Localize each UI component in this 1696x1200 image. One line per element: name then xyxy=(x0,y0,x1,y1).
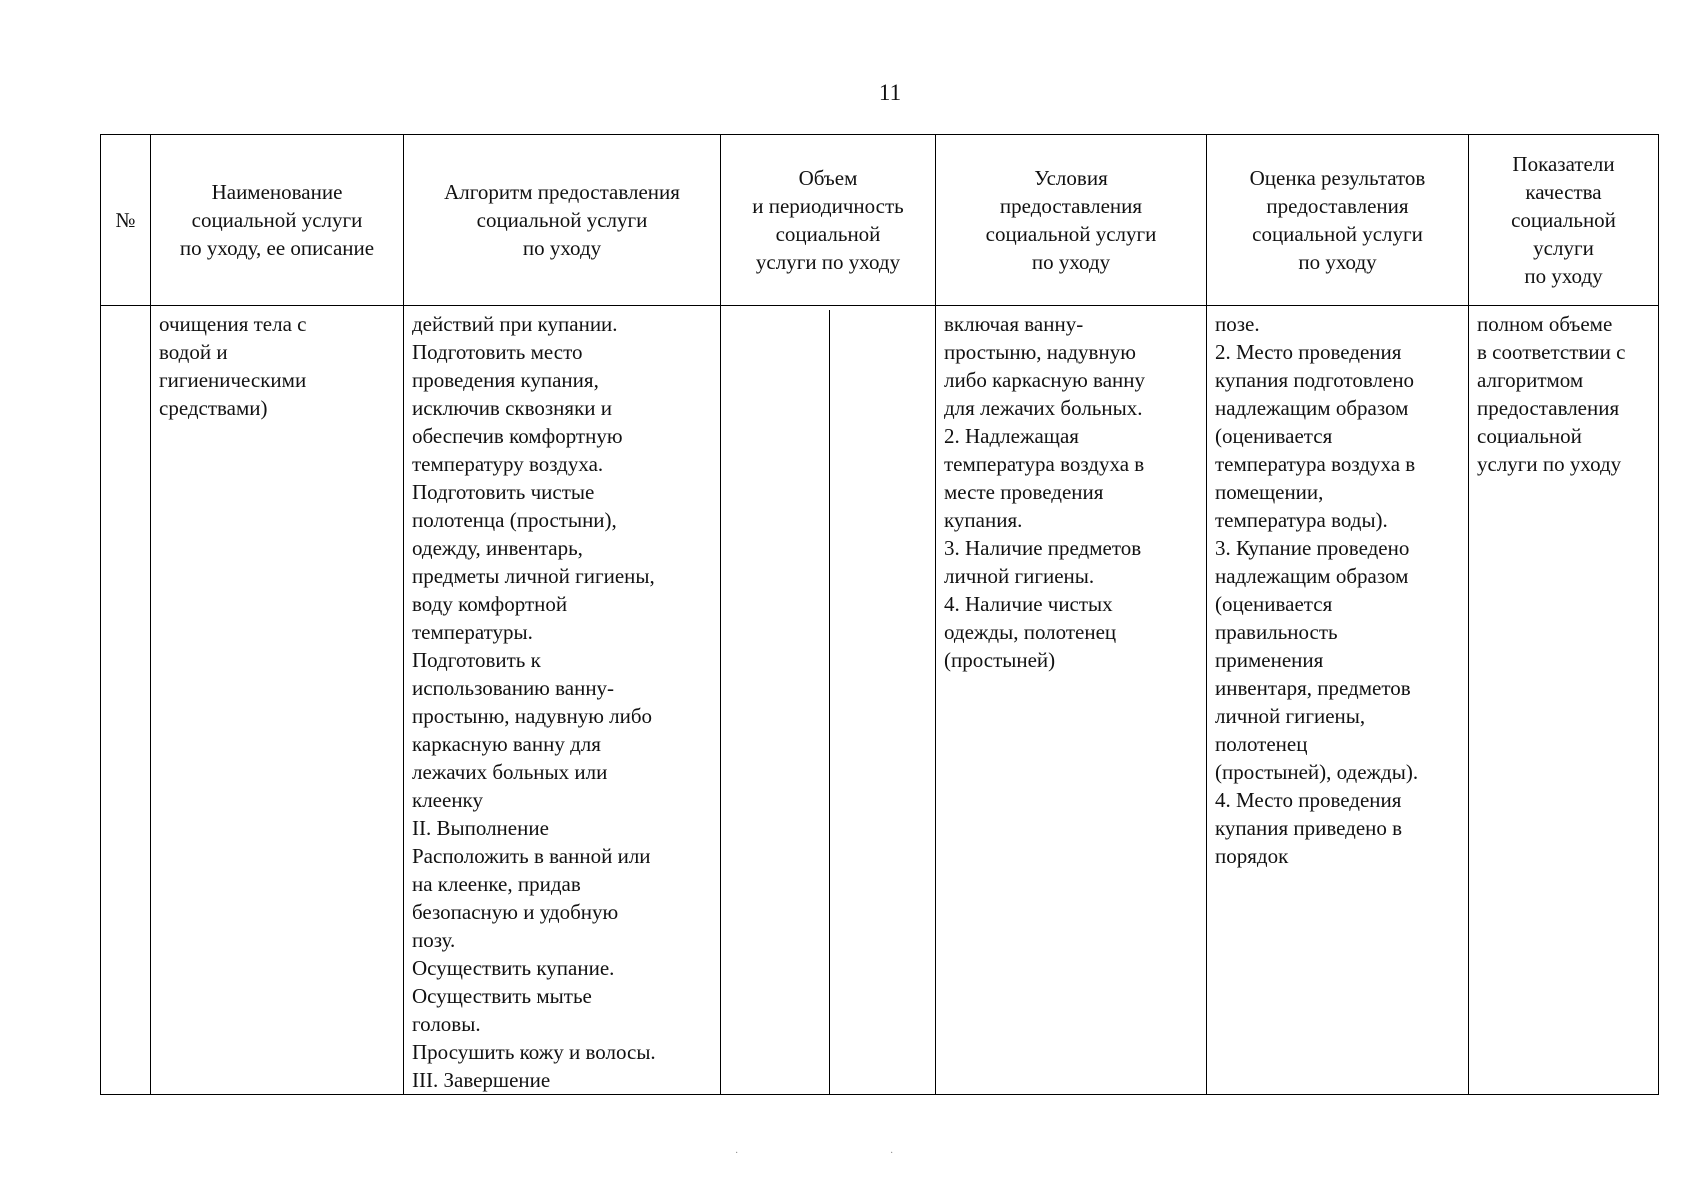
cell-evaluation xyxy=(1207,306,1469,1095)
text-line: клеенку xyxy=(412,788,483,812)
text-line: головы. xyxy=(412,1012,481,1036)
header-line: Условия xyxy=(1034,166,1108,190)
header-line: услуги xyxy=(1533,236,1594,260)
text-line: (оценивается xyxy=(1215,424,1333,448)
text-line: Осуществить мытье xyxy=(412,984,592,1008)
text-line: полотенец xyxy=(1215,732,1308,756)
text-line: водой и xyxy=(159,340,228,364)
text-line: одежды, полотенец xyxy=(944,620,1117,644)
header-line: и периодичность xyxy=(752,194,904,218)
text-line: личной гигиены. xyxy=(944,564,1095,588)
text-line: одежду, инвентарь, xyxy=(412,536,583,560)
text-line: средствами) xyxy=(159,396,268,420)
text-line: температуры. xyxy=(412,620,533,644)
header-service-name xyxy=(151,135,404,306)
text-line: на клеенке, придав xyxy=(412,872,581,896)
text-line: включая ванну- xyxy=(944,312,1084,336)
header-number xyxy=(101,135,151,306)
header-line: социальной услуги xyxy=(985,222,1157,246)
text-line: Осуществить купание. xyxy=(412,956,615,980)
header-line: по уходу xyxy=(1524,264,1603,288)
cell-service-name xyxy=(151,306,404,1095)
header-algorithm xyxy=(404,135,721,306)
text-line: (простыней) xyxy=(944,648,1056,672)
text-line: исключив сквозняки и xyxy=(412,396,613,420)
scan-speck: · xyxy=(735,1148,739,1159)
text-line: личной гигиены, xyxy=(1215,704,1366,728)
text-line: (простыней), одежды). xyxy=(1215,760,1419,784)
page-number: 11 xyxy=(878,80,902,105)
text-line: безопасную и удобную xyxy=(412,900,619,924)
cell-quality xyxy=(1469,306,1659,1095)
text-line: позу. xyxy=(412,928,456,952)
text-line: температура воды). xyxy=(1215,508,1388,532)
header-line: № xyxy=(115,208,136,232)
text-line: 3. Купание проведено xyxy=(1215,536,1410,560)
header-line: по уходу xyxy=(1298,250,1377,274)
text-line: купания подготовлено xyxy=(1215,368,1415,392)
cell-volume xyxy=(721,306,936,1095)
text-line: предметы личной гигиены, xyxy=(412,564,655,588)
text-line: температура воздуха в xyxy=(944,452,1145,476)
table-row xyxy=(101,306,1659,1095)
text-line: воду комфортной xyxy=(412,592,568,616)
text-line: III. Завершение xyxy=(412,1068,551,1092)
text-line: купания приведено в xyxy=(1215,816,1403,840)
header-evaluation xyxy=(1207,135,1469,306)
text-line: гигиеническими xyxy=(159,368,307,392)
text-line: позе. xyxy=(1215,312,1260,336)
header-line: предоставления xyxy=(1266,194,1409,218)
text-line: для лежачих больных. xyxy=(944,396,1143,420)
cell-number xyxy=(101,306,151,1095)
header-line: социальной услуги xyxy=(1252,222,1423,246)
header-line: социальной услуги xyxy=(476,208,648,232)
text-line: каркасную ванну для xyxy=(412,732,601,756)
header-line: качества xyxy=(1525,180,1602,204)
cell-conditions xyxy=(936,306,1207,1095)
text-line: II. Выполнение xyxy=(412,816,549,840)
text-line: полном объеме xyxy=(1477,312,1613,336)
header-conditions xyxy=(936,135,1207,306)
text-line: инвентаря, предметов xyxy=(1215,676,1411,700)
text-line: правильность xyxy=(1215,620,1338,644)
text-line: 3. Наличие предметов xyxy=(944,536,1142,560)
text-line: полотенца (простыни), xyxy=(412,508,617,532)
text-line: Просушить кожу и волосы. xyxy=(412,1040,656,1064)
header-line: социальной xyxy=(1511,208,1616,232)
text-line: температура воздуха в xyxy=(1215,452,1416,476)
text-line: простыню, надувную xyxy=(944,340,1136,364)
text-line: порядок xyxy=(1215,844,1289,868)
header-line: Наименование xyxy=(211,180,343,204)
text-line: применения xyxy=(1215,648,1324,672)
service-table xyxy=(100,134,1659,1095)
text-line: проведения купания, xyxy=(412,368,599,392)
header-quality xyxy=(1469,135,1659,306)
header-line: Алгоритм предоставления xyxy=(444,180,680,204)
text-line: 2. Надлежащая xyxy=(944,424,1079,448)
text-line: Подготовить место xyxy=(412,340,583,364)
text-line: температуру воздуха. xyxy=(412,452,604,476)
header-line: услуги по уходу xyxy=(755,250,901,274)
text-line: в соответствии с xyxy=(1477,340,1626,364)
header-line: Объем xyxy=(798,166,858,190)
volume-right xyxy=(829,310,930,1094)
text-line: Расположить в ванной или xyxy=(412,844,651,868)
text-line: простыню, надувную либо xyxy=(412,704,653,728)
text-line: обеспечив комфортную xyxy=(412,424,623,448)
header-line: социальной xyxy=(775,222,881,246)
volume-split xyxy=(729,310,929,1094)
text-line: помещении, xyxy=(1215,480,1324,504)
text-line: 4. Наличие чистых xyxy=(944,592,1113,616)
text-line: надлежащим образом xyxy=(1215,564,1409,588)
text-line: очищения тела с xyxy=(159,312,307,336)
text-line: месте проведения xyxy=(944,480,1104,504)
text-line: лежачих больных или xyxy=(412,760,608,784)
text-line: (оценивается xyxy=(1215,592,1333,616)
table-header-row xyxy=(101,135,1659,306)
text-line: предоставления xyxy=(1477,396,1620,420)
text-line: либо каркасную ванну xyxy=(944,368,1145,392)
header-line: по уходу xyxy=(1031,250,1111,274)
text-line: услуги по уходу xyxy=(1477,452,1622,476)
text-line: алгоритмом xyxy=(1477,368,1584,392)
header-line: Показатели xyxy=(1512,152,1615,176)
header-line: по уходу, ее описание xyxy=(179,236,375,260)
text-line: надлежащим образом xyxy=(1215,396,1409,420)
text-line: социальной xyxy=(1477,424,1582,448)
text-line: использованию ванну- xyxy=(412,676,615,700)
text-line: действий при купании. xyxy=(412,312,618,336)
text-line: купания. xyxy=(944,508,1023,532)
text-line: Подготовить чистые xyxy=(412,480,595,504)
header-line: по уходу xyxy=(522,236,602,260)
header-line: предоставления xyxy=(999,194,1143,218)
volume-left xyxy=(729,310,829,1094)
text-line: 4. Место проведения xyxy=(1215,788,1402,812)
cell-algorithm xyxy=(404,306,721,1095)
header-line: социальной услуги xyxy=(191,208,363,232)
header-line: Оценка результатов xyxy=(1249,166,1426,190)
scan-speck: · xyxy=(890,1148,894,1159)
text-line: 2. Место проведения xyxy=(1215,340,1402,364)
header-volume xyxy=(721,135,936,306)
text-line: Подготовить к xyxy=(412,648,541,672)
